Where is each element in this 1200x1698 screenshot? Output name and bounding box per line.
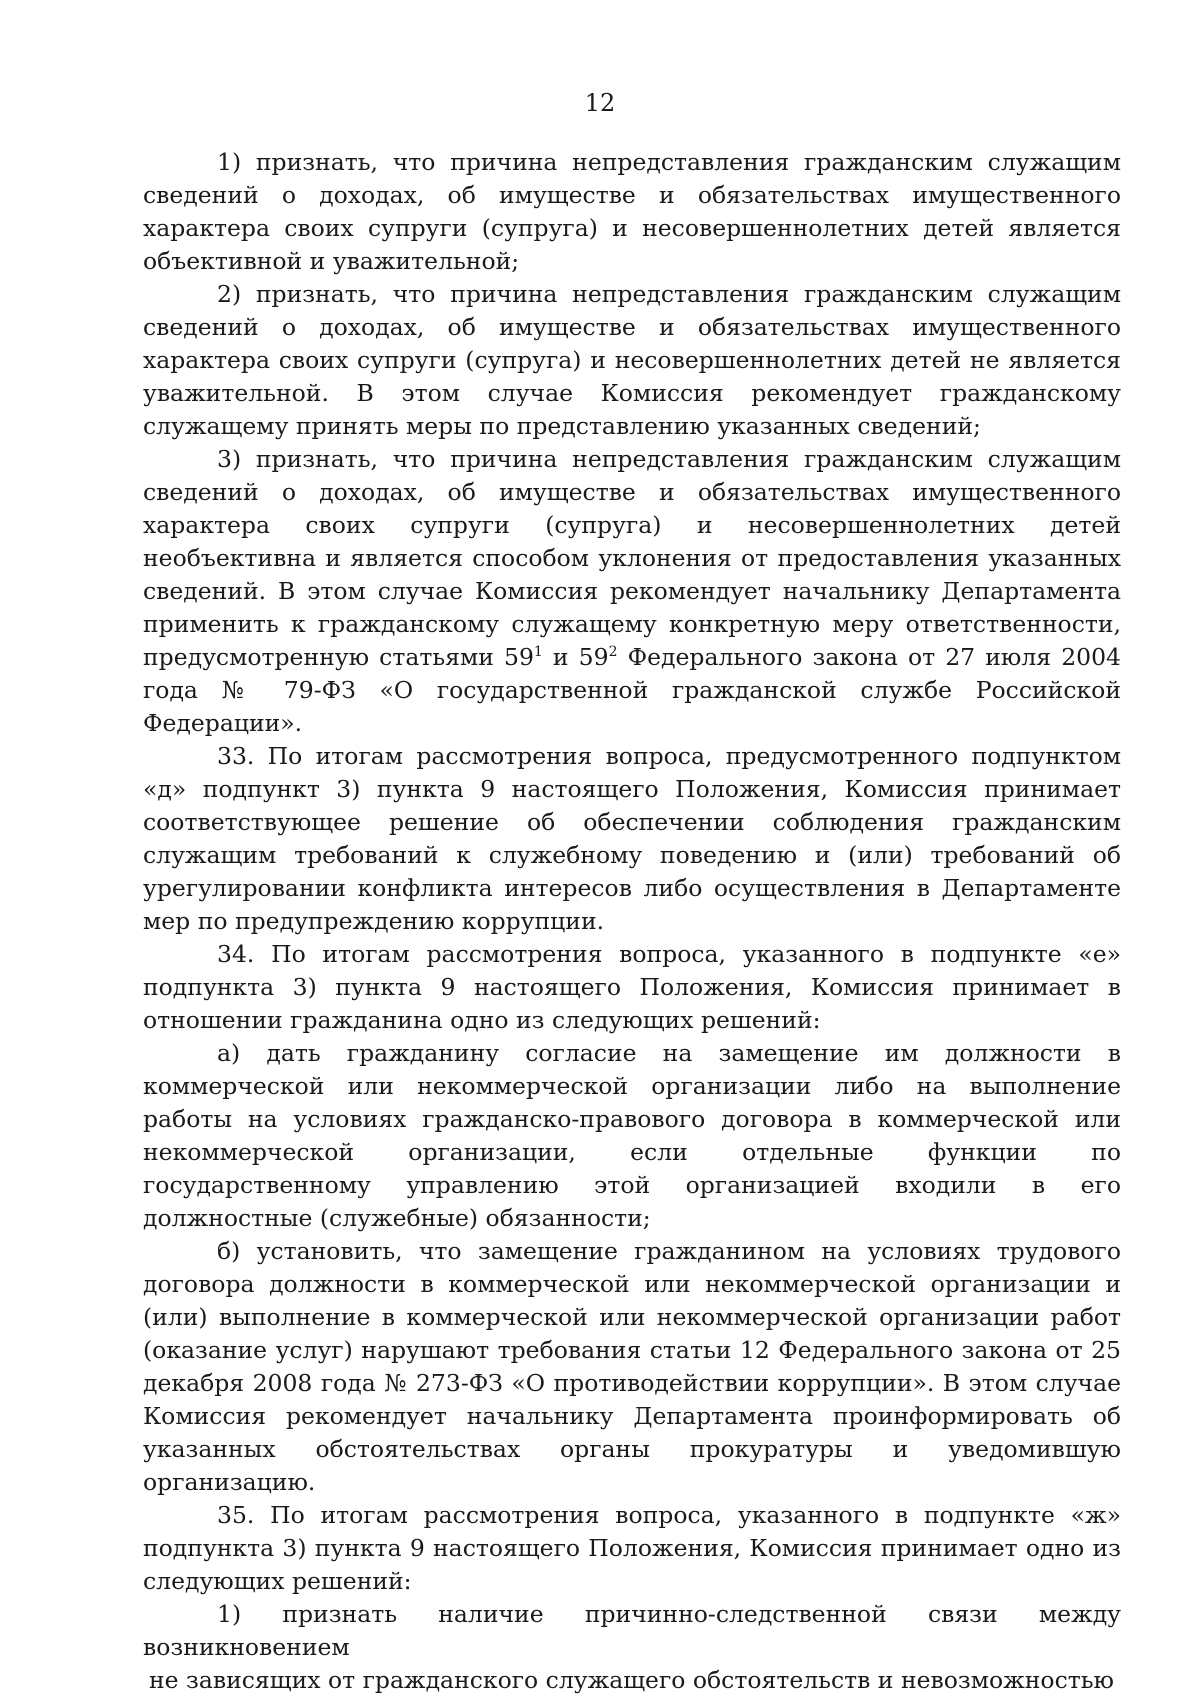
- document-body: [143, 146, 1121, 1697]
- paragraph-item-2: 2) признать, что причина непредставления гражданским служащим сведений о доходах, об имуществе и обязательствах имущественного характера своих супруги (супруга) и несовершеннолетних детей не является уважительной. В этом случае Комиссия рекомендует гражданскому служащему принять меры по представлению указанных сведений;: [143, 280, 1121, 440]
- paragraph-item-3-text-end: Федерального закона от 27 июля 2004 года № 79-ФЗ «О государственной гражданской службе Российской Федерации».: [143, 643, 1122, 737]
- paragraph-item-b: б) установить, что замещение гражданином на условиях трудового договора должности в коммерческой или некоммерческой организации и (или) выполнение в коммерческой или некоммерческой организации работ (оказание услуг) нарушают требования статьи 12 Федерального закона от 25 декабря 2008 года № 273-ФЗ «О противодействии коррупции». В этом случае Комиссия рекомендует начальнику Департамента проинформировать об указанных обстоятельствах органы прокуратуры и уведомившую организацию.: [143, 1237, 1121, 1496]
- superscript-one: 1: [533, 644, 543, 661]
- paragraph-item-3: [143, 443, 1121, 740]
- paragraph-35: 35. По итогам рассмотрения вопроса, указанного в подпункте «ж» подпункта 3) пункта 9 настоящего Положения, Комиссия принимает одно из следующих решений:: [143, 1501, 1121, 1595]
- paragraph-35-item-1: 1) признать наличие причинно-следственной связи между возникновением: [143, 1600, 1121, 1661]
- paragraph-item-a: а) дать гражданину согласие на замещение им должности в коммерческой или некоммерческой организации либо на выполнение работы на условиях гражданско-правового договора в коммерческой или некоммерческой организации, если отдельные функции по государственному управлению этой организацией входили в его должностные (служебные) обязанности;: [143, 1039, 1121, 1232]
- paragraph-item-1: 1) признать, что причина непредставления гражданским служащим сведений о доходах, об имуществе и обязательствах имущественного характера своих супруги (супруга) и несовершеннолетних детей является объективной и уважительной;: [143, 148, 1121, 275]
- paragraph-item-3-text-start: 3) признать, что причина непредставления гражданским служащим сведений о доходах, об имуществе и обязательствах имущественного характера своих супруги (супруга) и несовершеннолетних детей необъективна и является способом уклонения от предоставления указанных сведений. В этом случае Комиссия рекомендует начальнику Департамента применить к гражданскому служащему конкретную меру ответственности, предусмотренную статьями 59: [143, 445, 1121, 671]
- paragraph-continuation: не зависящих от гражданского служащего обстоятельств и невозможностью: [149, 1666, 1114, 1694]
- paragraph-33: 33. По итогам рассмотрения вопроса, предусмотренного подпунктом «д» подпункт 3) пункта 9 настоящего Положения, Комиссия принимает соответствующее решение об обеспечении соблюдения гражданским служащим требований к служебному поведению и (или) требований об урегулировании конфликта интересов либо осуществления в Департаменте мер по предупреждению коррупции.: [143, 742, 1121, 935]
- page-number: 12: [584, 89, 616, 117]
- superscript-two: 2: [608, 644, 618, 661]
- paragraph-item-3-text-middle: и 59: [542, 643, 609, 671]
- paragraph-34: 34. По итогам рассмотрения вопроса, указанного в подпункте «е» подпункта 3) пункта 9 настоящего Положения, Комиссия принимает в отношении гражданина одно из следующих решений:: [143, 940, 1121, 1034]
